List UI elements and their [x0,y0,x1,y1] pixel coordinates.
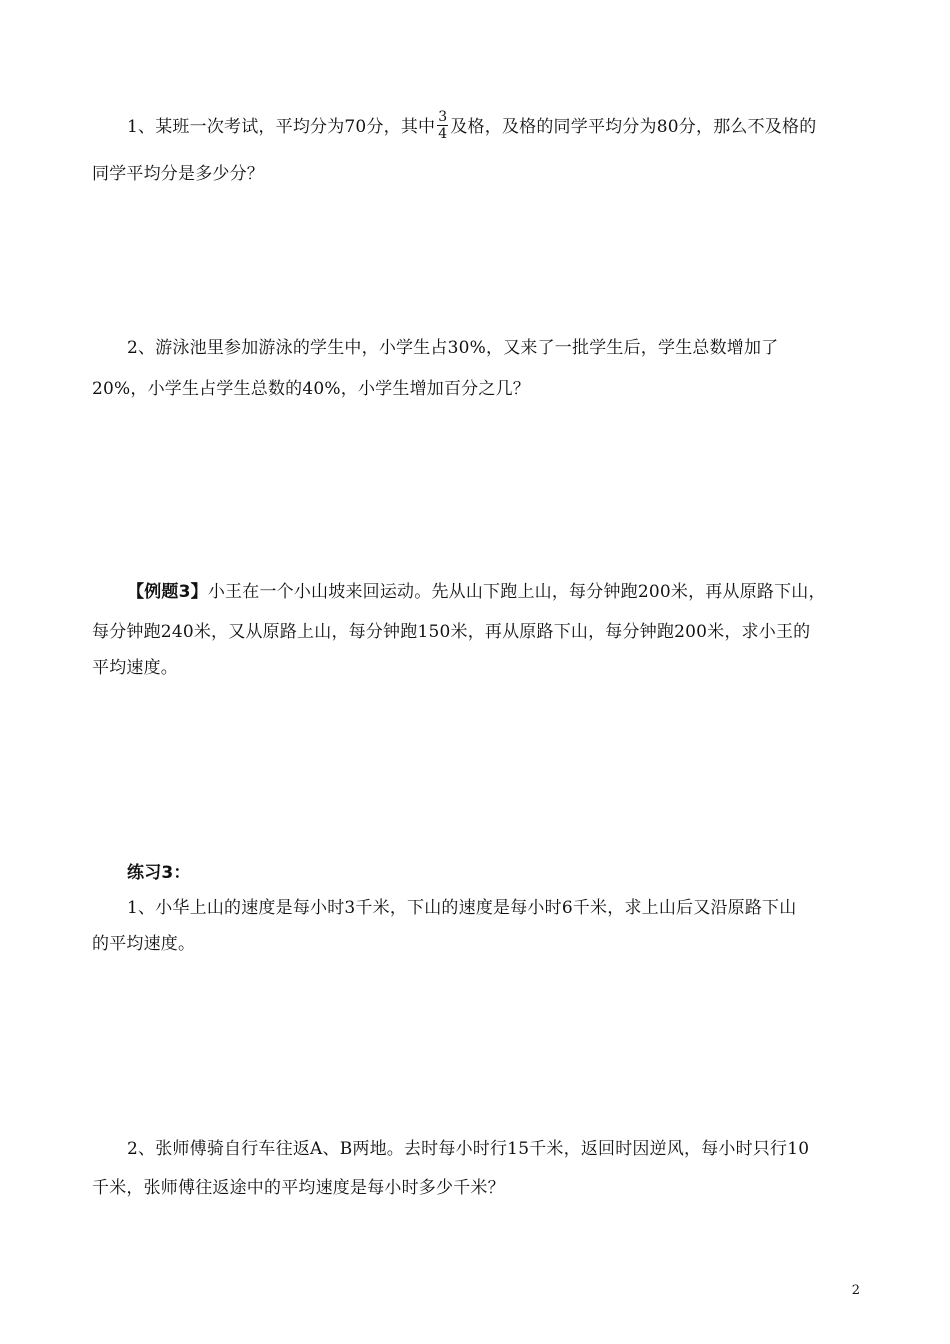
question-1-text-b: 及格，及格的同学平均分为80分，那么不及格的 [450,117,817,137]
example-3-line-3: 平均速度。 [92,658,178,678]
question-2-line-2: 20%，小学生占学生总数的40%，小学生增加百分之几？ [92,379,530,399]
fraction-numerator: 3 [438,109,448,125]
practice-3-item-2-line-2: 千米，张师傅往返途中的平均速度是每小时多少千米？ [92,1178,505,1198]
example-3-line-2: 每分钟跑240米，又从原路上山，每分钟跑150米，再从原路下山，每分钟跑200米，求小王的 [92,622,811,642]
practice-3-item-2-line-1: 2、张师傅骑自行车往返A、B两地。去时每小时行15千米，返回时因逆风，每小时只行10 [127,1139,810,1159]
page-number: 2 [851,1283,860,1298]
practice-3-item-1-line-2: 的平均速度。 [92,934,196,954]
question-2-line-1: 2、游泳池里参加游泳的学生中，小学生占30%，又来了一批学生后，学生总数增加了 [127,338,779,358]
example-3-label: 【例题3】 [127,582,208,602]
example-3-text: 小王在一个小山坡来回运动。先从山下跑上山，每分钟跑200米，再从原路下山， [207,582,826,602]
practice-3-heading: 练习3： [127,863,191,883]
fraction [437,109,448,142]
question-1-text-a: 1、某班一次考试，平均分为70分，其中 [127,117,436,137]
question-1-line-2: 同学平均分是多少分？ [92,164,264,184]
fraction-denominator: 4 [438,126,448,142]
example-3-line-1 [127,580,862,604]
practice-3-item-1-line-1: 1、小华上山的速度是每小时3千米，下山的速度是每小时6千米，求上山后又沿原路下山 [127,898,797,918]
question-1-line-1 [127,111,862,144]
